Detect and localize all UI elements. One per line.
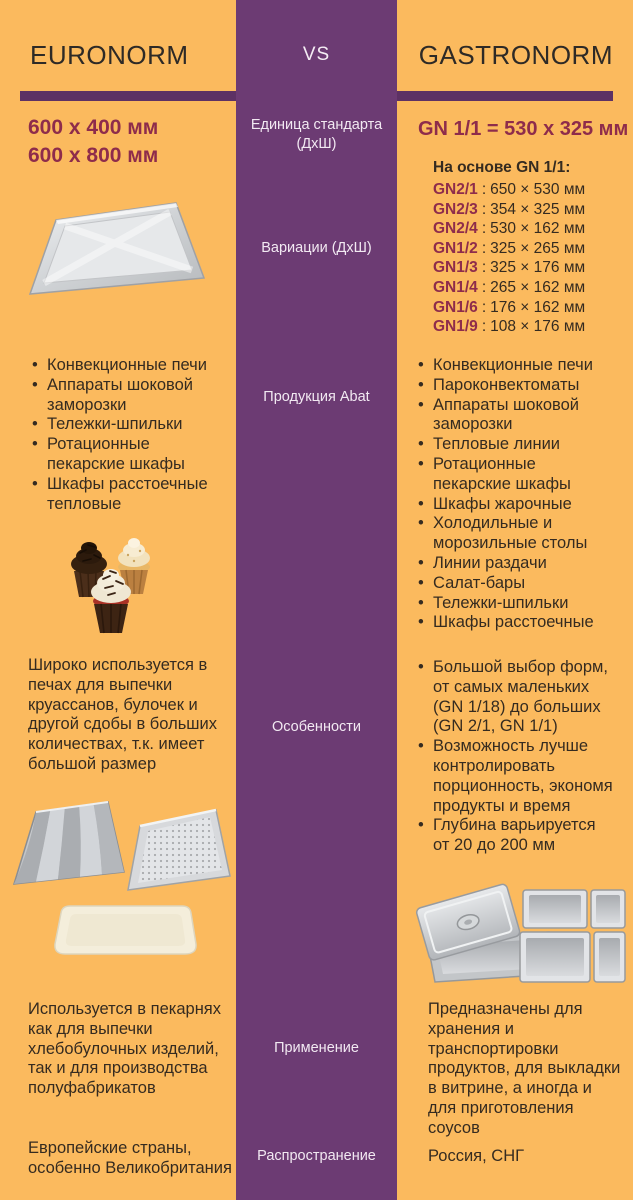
cupcakes-image <box>58 533 168 638</box>
list-item: • Аппараты шоковой заморозки <box>30 376 222 416</box>
list-item: • Пароконвектоматы <box>416 376 616 396</box>
list-item: • Конвекционные печи <box>416 356 616 376</box>
euronorm-trays-image <box>8 798 234 964</box>
row-label-application: Применение <box>274 1040 359 1056</box>
row-label-standard-unit: Единица стандарта (ДхШ) <box>250 117 383 152</box>
list-item: • Конвекционные печи <box>30 356 222 376</box>
list-item: • Шкафы расстоечные тепловые <box>30 475 222 515</box>
euronorm-features-text: Широко используется в печах для выпечки круассанов, булочек и другой сдобы в больших количествах, т.к. имеет большой размер <box>28 656 217 773</box>
gn-size-row: GN2/3 : 354 × 325 мм <box>433 200 586 218</box>
gn-size-row: GN1/3 : 325 × 176 мм <box>433 259 586 277</box>
gn-size-row: GN2/1 : 650 × 530 мм <box>433 181 586 198</box>
gn-list-intro: На основе GN 1/1: <box>433 159 571 176</box>
list-item: • Тележки-шпильки <box>30 415 222 435</box>
list-item: • Большой выбор форм, от самых маленьких (GN 1/18) до больших (GN 2/1, GN 1/1) <box>416 658 616 737</box>
list-item: • Глубина варьируется от 20 до 200 мм <box>416 816 616 856</box>
list-item: • Аппараты шоковой заморозки <box>416 396 616 436</box>
medium-pan-bottom <box>520 932 590 982</box>
euronorm-sizes: 600 x 400 мм 600 x 800 мм <box>28 116 159 167</box>
row-label-features: Особенности <box>271 719 362 735</box>
gn-size-row: GN1/6 : 176 × 162 мм <box>433 298 586 316</box>
euronorm-products-list <box>30 356 222 514</box>
euronorm-title: EURONORM <box>30 40 189 70</box>
euronorm-distribution-text: Европейские страны, особенно Великобритания <box>28 1139 232 1177</box>
gn-size-row: GN2/4 : 530 × 162 мм <box>433 220 586 238</box>
flat-baking-sheet-image <box>18 196 210 308</box>
gn-size-list <box>433 180 585 337</box>
list-item: • Ротационные пекарские шкафы <box>30 435 222 475</box>
medium-pan-top <box>523 890 587 928</box>
right-header-divider <box>397 91 613 101</box>
gastronorm-application-text: Предназначены для хранения и транспортировки продуктов, для выкладки в витрине, а иногда и для приготовления соусов <box>428 1000 621 1137</box>
gastronorm-distribution-text: Россия, СНГ <box>428 1147 525 1165</box>
gn-size-row: GN1/4 : 265 × 162 мм <box>433 278 586 296</box>
gn-size-row: GN1/2 : 325 × 265 мм <box>433 239 586 257</box>
gastronorm-title: GASTRONORM <box>418 40 613 70</box>
gastronorm-base-size: GN 1/1 = 530 x 325 мм <box>418 118 629 140</box>
list-item: • Ротационные пекарские шкафы <box>416 455 616 495</box>
row-label-distribution: Распространение <box>257 1148 376 1164</box>
small-pan-bottom <box>594 932 625 982</box>
list-item: • Тележки-шпильки <box>416 594 616 614</box>
row-label-products: Продукция Abat <box>263 389 370 405</box>
list-item: • Тепловые линии <box>416 435 616 455</box>
gastronorm-containers-image <box>405 860 627 990</box>
baguette-tray <box>14 802 124 884</box>
small-pan-top <box>591 890 625 928</box>
list-item: • Шкафы расстоечные <box>416 613 616 633</box>
gastronorm-products-list <box>416 356 616 633</box>
vs-label: VS <box>302 44 331 65</box>
list-item: • Линии раздачи <box>416 554 616 574</box>
euronorm-application-text: Используется в пекарнях как для выпечки хлебобулочных изделий, так и для производства полуфабрикатов <box>28 1000 221 1098</box>
white-tray <box>55 906 196 954</box>
row-label-variations: Вариации (ДхШ) <box>261 240 372 256</box>
list-item: • Холодильные и морозильные столы <box>416 514 616 554</box>
list-item: • Возможность лучше контролировать порционность, экономя продукты и время <box>416 737 616 816</box>
center-purple-column <box>236 0 397 1200</box>
perforated-tray <box>128 810 230 890</box>
list-item: • Салат-бары <box>416 574 616 594</box>
gn-size-row: GN1/9 : 108 × 176 мм <box>433 318 586 336</box>
gastronorm-features-list <box>416 658 616 856</box>
left-header-divider <box>20 91 236 101</box>
list-item: • Шкафы жарочные <box>416 495 616 515</box>
